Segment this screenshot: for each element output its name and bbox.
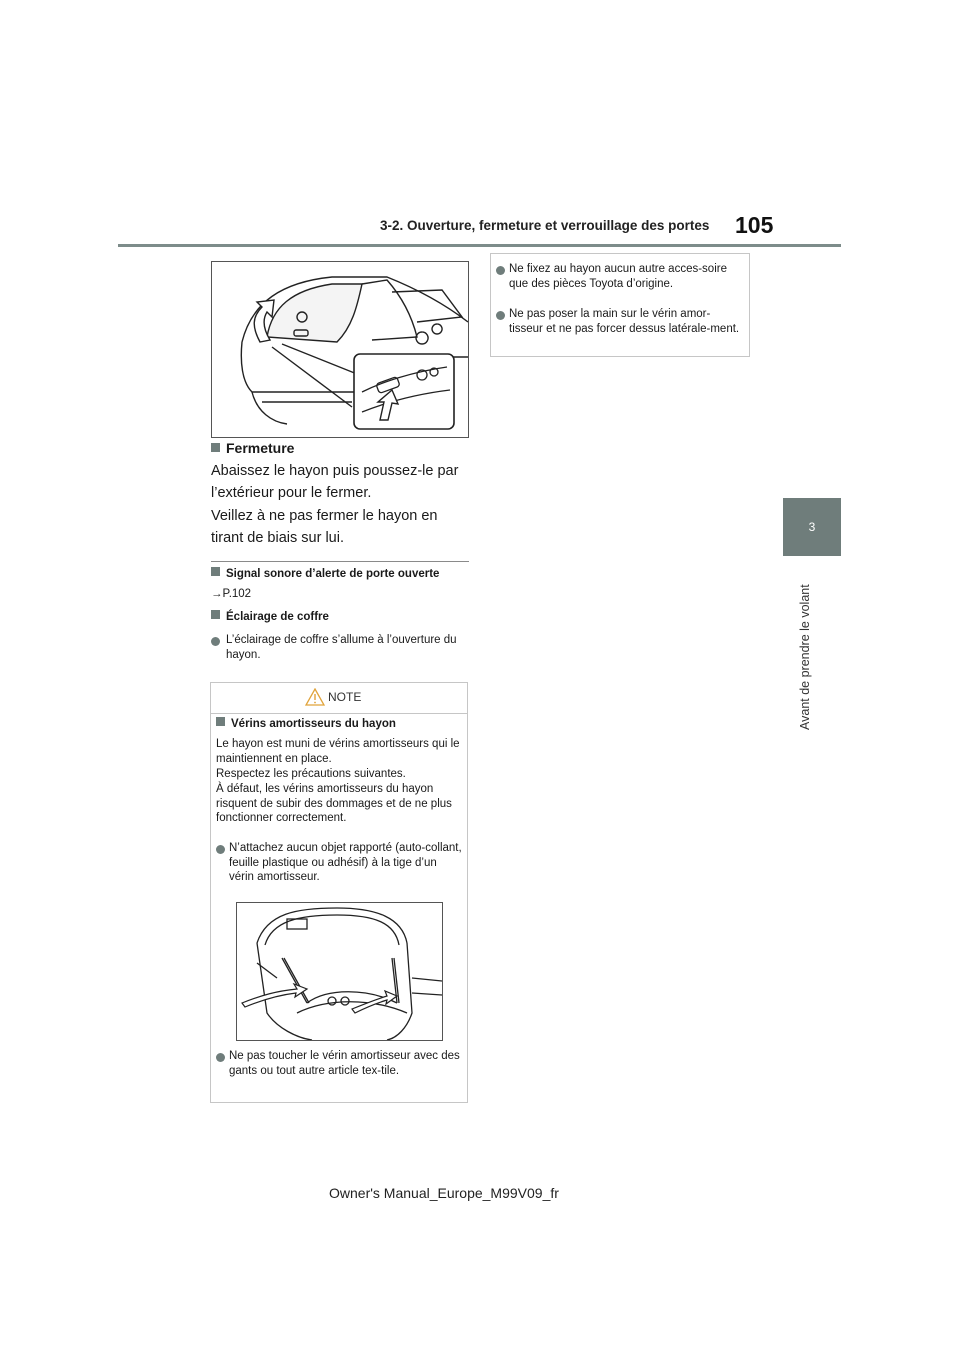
square-bullet-icon [216,717,225,726]
note-paragraph-3: À défaut, les vérins amortisseurs du hayon risquent de subir des dommages et de ne plus fonctionner correctement. [216,783,452,824]
section-title: 3-2. Ouverture, fermeture et verrouillage des portes [380,218,710,233]
circle-bullet-icon [216,1053,225,1062]
note-divider [211,713,468,714]
footer-manual-id: Owner's Manual_Europe_M99V09_fr [329,1185,559,1201]
note-label: NOTE [328,690,362,704]
note-heading: Vérins amortisseurs du hayon [216,717,396,730]
tailgate-car-drawing [212,262,468,437]
circle-bullet-icon [216,845,225,854]
chapter-tab [783,498,841,556]
circle-bullet-icon [211,637,220,646]
fermeture-heading: Fermeture [211,440,294,456]
chapter-title: Avant de prendre le volant [798,584,812,730]
warning-triangle-icon [305,688,325,711]
chapter-side-label [798,570,816,730]
fermeture-paragraph-1: Abaissez le hayon puis poussez-le par l’extérieur pour le fermer. [211,463,459,501]
chapter-number: 3 [808,520,816,534]
signal-heading: Signal sonore d’alerte de porte ouverte [211,567,439,580]
gas-strut-drawing [237,903,442,1040]
eclairage-heading: Éclairage de coffre [211,610,329,623]
page-number: 105 [735,212,774,238]
circle-bullet-icon [496,266,505,275]
square-bullet-icon [211,443,220,452]
circle-bullet-icon [496,311,505,320]
square-bullet-icon [211,567,220,576]
tailgate-opening-illustration [211,261,469,438]
header-rule [118,244,841,247]
fermeture-paragraph-2: Veillez à ne pas fermer le hayon en tirant de biais sur lui. [211,508,438,546]
note-paragraph-2: Respectez les précautions suivantes. [216,768,406,780]
signal-reference-link[interactable]: →P.102 [211,588,252,600]
square-bullet-icon [211,610,220,619]
gas-strut-illustration [236,902,443,1041]
section-divider [211,561,469,562]
note-paragraph-1: Le hayon est muni de vérins amortisseurs qui le maintiennent en place. [216,738,460,765]
